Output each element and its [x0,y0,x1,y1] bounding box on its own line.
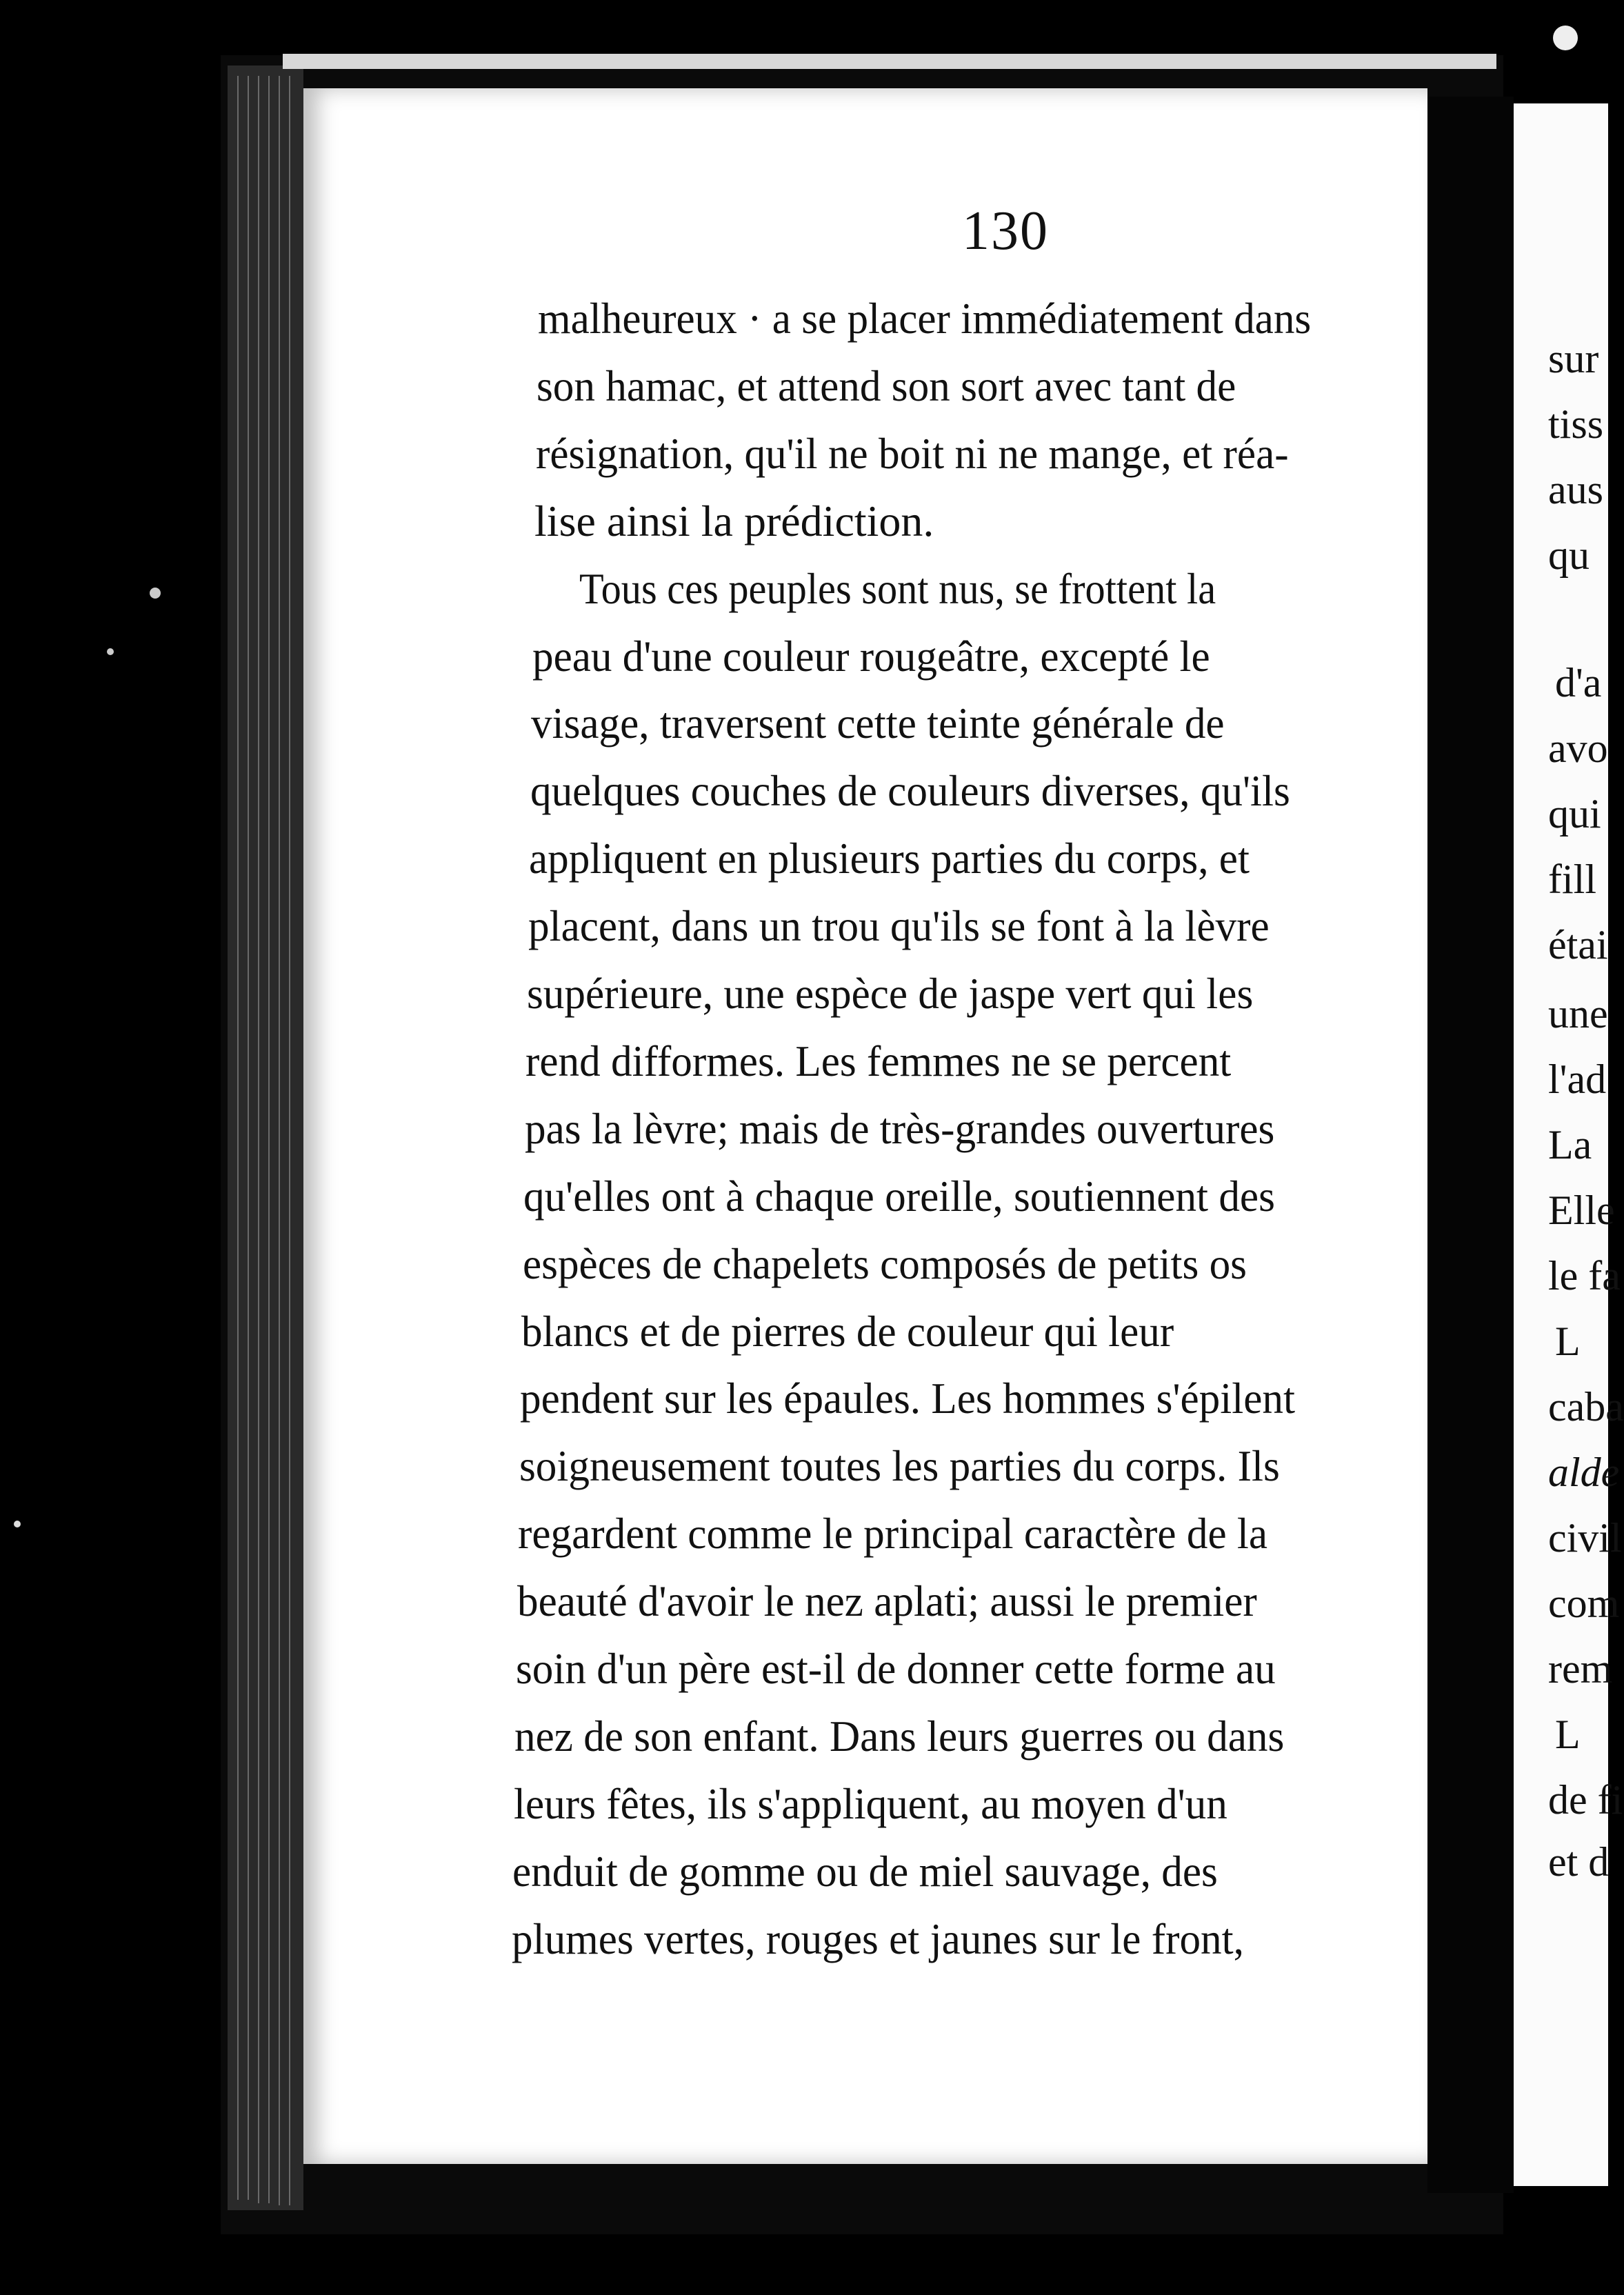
next-page-fragment: fill [1548,856,1596,902]
next-page-fragment: et d [1548,1839,1610,1885]
next-page-fragment: L [1555,1319,1581,1364]
text-line: pendent sur les épaules. Les hommes s'épilent [520,1374,1295,1423]
next-page-fragment: de fi [1548,1777,1623,1823]
text-line: soigneusement toutes les parties du corps. Ils [519,1441,1280,1491]
text-line: soin d'un père est-il de donner cette forme au [516,1644,1276,1693]
text-line: peau d'une couleur rougeâtre, excepté le [532,631,1210,681]
next-page-fragment: d'a [1555,660,1602,705]
text-line: rend difformes. Les femmes ne se percent [525,1036,1232,1085]
text-line: enduit de gomme ou de miel sauvage, des [512,1846,1218,1896]
next-page-fragment: caba [1548,1384,1624,1430]
text-line: malheureux · a se placer immédiatement dans [538,294,1312,343]
text-line: quelques couches de couleurs diverses, qu'ils [530,766,1290,816]
text-line: regardent comme le principal caractère de la [518,1509,1268,1559]
text-line: Tous ces peuples sont nus, se frottent la [579,563,1216,613]
next-page-fragment: qu [1548,532,1590,578]
text-line: supérieure, une espèce de jaspe vert qui les [527,969,1254,1018]
text-line: leurs fêtes, ils s'appliquent, au moyen d'un [514,1778,1227,1828]
next-page-fragment: alde [1548,1450,1620,1495]
text-line: nez de son enfant. Dans leurs guerres ou dans [514,1711,1285,1761]
text-line: appliquent en plusieurs parties du corps, et [529,834,1250,883]
next-page-fragment: L [1555,1712,1581,1757]
next-page-fragment: étai [1548,922,1608,968]
text-line: résignation, qu'il ne boit ni ne mange, et réa- [536,428,1289,478]
next-page-fragment: le fa [1548,1253,1621,1299]
next-page-fragment: rem [1548,1646,1613,1692]
next-page-fragment: sur [1548,336,1599,381]
next-page-fragment: qui [1548,791,1601,836]
next-page-fragment: com [1548,1581,1620,1626]
text-line: blancs et de pierres de couleur qui leur [521,1306,1174,1356]
page-number: 130 [962,201,1049,261]
text-line: son hamac, et attend son sort avec tant de [537,361,1236,410]
next-page-fragment: tiss [1548,401,1604,447]
next-page-fragment: Elle [1548,1187,1615,1233]
text-line: plumes vertes, rouges et jaunes sur le front, [512,1914,1244,1963]
text-line: pas la lèvre; mais de très-grandes ouvertures [525,1103,1275,1153]
text-line: beauté d'avoir le nez aplati; aussi le premier [517,1576,1257,1626]
text-line: placent, dans un trou qu'ils se font à la lèvre [528,901,1270,951]
text-line: visage, traversent cette teinte générale de [531,699,1225,748]
text-line: lise ainsi la prédiction. [534,496,934,545]
next-page-fragment: avo [1548,725,1608,771]
text-line: espèces de chapelets composés de petits os [523,1239,1247,1288]
next-page-fragment: l'ad [1548,1056,1607,1102]
next-page-fragment: civil [1548,1515,1622,1561]
next-page-fragment: aus [1548,467,1603,512]
text-line: qu'elles ont à chaque oreille, soutiennent des [523,1171,1275,1221]
next-page-fragment: La [1548,1122,1592,1167]
next-page-fragment: une [1548,991,1608,1036]
